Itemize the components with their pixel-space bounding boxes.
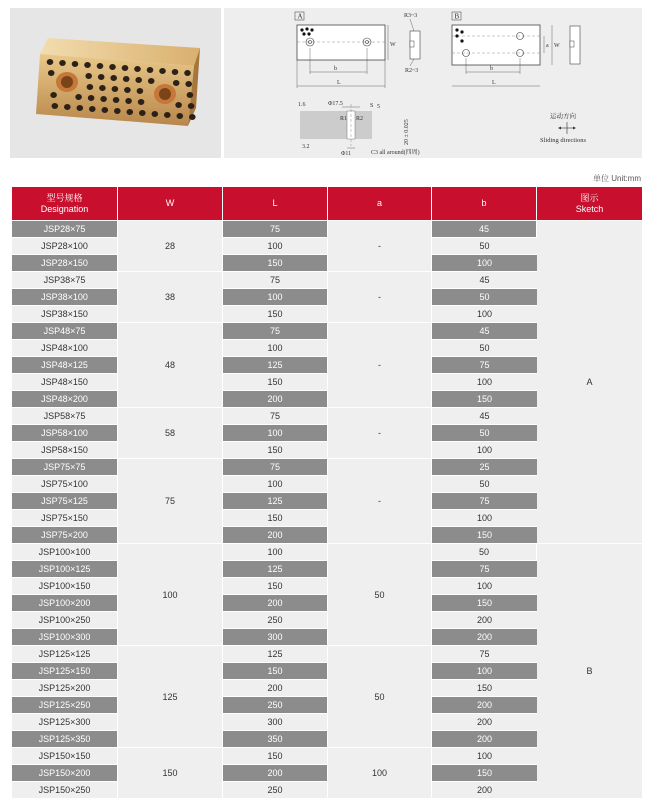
technical-drawing [224, 8, 642, 158]
graphite-plug [77, 105, 84, 111]
graphite-plug [134, 66, 141, 72]
cell-l: 200 [223, 390, 328, 407]
header-l: L [223, 187, 328, 220]
svg-text:S: S [370, 103, 374, 109]
graphite-plug [109, 64, 116, 70]
svg-text:L: L [492, 80, 496, 86]
graphite-plug [189, 114, 196, 120]
svg-text:20 ± 0.025: 20 ± 0.025 [404, 119, 410, 145]
cell-l: 150 [223, 373, 328, 390]
unit-note: 单位 Unit:mm [593, 174, 641, 183]
cell-l: 250 [223, 611, 328, 628]
cell-l: 250 [223, 696, 328, 713]
cell-l: 300 [223, 713, 328, 730]
cell-b: 45 [432, 220, 537, 237]
cell-b: 75 [432, 560, 537, 577]
graphite-plug [139, 110, 146, 116]
cell-designation: JSP28×75 [12, 220, 118, 237]
cell-designation: JSP125×200 [12, 679, 118, 696]
cell-b: 150 [432, 764, 537, 781]
table-row [12, 220, 642, 237]
cell-designation: JSP150×200 [12, 764, 118, 781]
cell-w: 38 [118, 271, 223, 322]
cell-l: 100 [223, 475, 328, 492]
cell-l: 150 [223, 577, 328, 594]
cell-b: 50 [432, 475, 537, 492]
cell-l: 200 [223, 594, 328, 611]
cell-designation: JSP58×75 [12, 407, 118, 424]
cell-w: 150 [118, 747, 223, 798]
cell-designation: JSP125×300 [12, 713, 118, 730]
cell-b: 50 [432, 339, 537, 356]
graphite-plug [127, 109, 134, 115]
cell-a: - [328, 458, 432, 543]
cell-a: 50 [328, 645, 432, 747]
cell-designation: JSP100×100 [12, 543, 118, 560]
cell-designation: JSP38×150 [12, 305, 118, 322]
table-header-row [12, 187, 642, 220]
cell-b: 200 [432, 611, 537, 628]
cell-b: 75 [432, 356, 537, 373]
svg-text:A: A [297, 12, 303, 21]
cell-designation: JSP150×150 [12, 747, 118, 764]
cell-l: 125 [223, 356, 328, 373]
cell-designation: JSP58×100 [12, 424, 118, 441]
graphite-plug [122, 65, 129, 71]
cell-b: 100 [432, 662, 537, 679]
cell-a: 50 [328, 543, 432, 645]
cell-l: 250 [223, 781, 328, 798]
product-photo [10, 8, 221, 158]
cell-b: 25 [432, 458, 537, 475]
cell-w: 100 [118, 543, 223, 645]
graphite-plug [188, 103, 195, 109]
cell-b: 45 [432, 407, 537, 424]
graphite-plug [50, 92, 57, 98]
cell-l: 75 [223, 220, 328, 237]
graphite-plug [135, 77, 142, 83]
graphite-plug [97, 63, 104, 69]
cell-designation: JSP100×250 [12, 611, 118, 628]
cell-l: 150 [223, 441, 328, 458]
cell-b: 45 [432, 271, 537, 288]
spec-table [12, 187, 642, 798]
svg-text:Sliding directions: Sliding directions [540, 137, 587, 144]
svg-text:b: b [490, 66, 493, 72]
graphite-plug [59, 60, 66, 66]
cell-w: 75 [118, 458, 223, 543]
svg-text:Φ17.5: Φ17.5 [328, 101, 343, 107]
graphite-plug [177, 113, 184, 119]
cell-b: 200 [432, 713, 537, 730]
graphite-plug [148, 78, 155, 84]
graphite-plug [88, 95, 95, 101]
graphite-plug [102, 107, 109, 113]
svg-text:L: L [337, 80, 341, 86]
graphite-plug [184, 70, 191, 76]
graphite-plug [147, 67, 154, 73]
cell-l: 200 [223, 764, 328, 781]
graphite-plug [152, 111, 159, 117]
cell-l: 150 [223, 662, 328, 679]
graphite-plug [99, 85, 106, 91]
cell-designation: JSP38×75 [12, 271, 118, 288]
graphite-plug [52, 103, 59, 109]
cell-l: 300 [223, 628, 328, 645]
cell-designation: JSP100×125 [12, 560, 118, 577]
cell-a: - [328, 322, 432, 407]
graphite-plug [164, 112, 171, 118]
cell-designation: JSP100×300 [12, 628, 118, 645]
svg-text:1.6: 1.6 [298, 102, 306, 108]
cell-l: 75 [223, 458, 328, 475]
graphite-plug [98, 74, 105, 80]
cell-designation: JSP75×75 [12, 458, 118, 475]
cell-designation: JSP48×200 [12, 390, 118, 407]
graphite-plug [125, 98, 132, 104]
graphite-plug [159, 68, 166, 74]
cell-b: 200 [432, 781, 537, 798]
cell-l: 150 [223, 509, 328, 526]
cell-designation: JSP48×125 [12, 356, 118, 373]
graphite-plug [175, 102, 182, 108]
cell-sketch-b: B [537, 543, 642, 798]
cell-l: 200 [223, 526, 328, 543]
cell-designation: JSP48×150 [12, 373, 118, 390]
graphite-plug [124, 87, 131, 93]
cell-w: 58 [118, 407, 223, 458]
cell-designation: JSP75×200 [12, 526, 118, 543]
cell-l: 350 [223, 730, 328, 747]
table-row [12, 543, 642, 560]
cell-b: 100 [432, 577, 537, 594]
graphite-plug [48, 70, 55, 76]
cell-designation: JSP58×150 [12, 441, 118, 458]
cell-b: 50 [432, 288, 537, 305]
cell-a: - [328, 407, 432, 458]
header-w: W [118, 187, 223, 220]
cell-b: 150 [432, 390, 537, 407]
cell-b: 200 [432, 696, 537, 713]
graphite-plug [84, 62, 91, 68]
graphite-plug [75, 94, 82, 100]
cell-designation: JSP75×100 [12, 475, 118, 492]
cell-b: 50 [432, 237, 537, 254]
svg-text:b: b [334, 66, 337, 72]
cell-designation: JSP48×100 [12, 339, 118, 356]
cell-a: - [328, 271, 432, 322]
graphite-plug [185, 81, 192, 87]
cell-l: 100 [223, 237, 328, 254]
cell-b: 100 [432, 373, 537, 390]
cell-a: - [328, 220, 432, 271]
cell-l: 150 [223, 747, 328, 764]
cell-designation: JSP125×150 [12, 662, 118, 679]
cell-l: 100 [223, 288, 328, 305]
graphite-plug [138, 99, 145, 105]
cell-b: 100 [432, 441, 537, 458]
cell-b: 50 [432, 424, 537, 441]
graphite-plug [100, 96, 107, 102]
graphite-plug [172, 69, 179, 75]
cell-b: 50 [432, 543, 537, 560]
svg-text:3.2: 3.2 [302, 144, 310, 150]
cell-designation: JSP38×100 [12, 288, 118, 305]
svg-text:Φ11: Φ11 [341, 151, 352, 157]
svg-text:W: W [554, 43, 560, 49]
cell-designation: JSP28×100 [12, 237, 118, 254]
graphite-plug [64, 104, 71, 110]
cell-b: 75 [432, 645, 537, 662]
cell-b: 150 [432, 594, 537, 611]
cell-b: 75 [432, 492, 537, 509]
cell-l: 200 [223, 679, 328, 696]
cell-l: 100 [223, 424, 328, 441]
cell-w: 28 [118, 220, 223, 271]
cell-sketch-a: A [537, 220, 642, 543]
cell-designation: JSP150×250 [12, 781, 118, 798]
cell-l: 150 [223, 305, 328, 322]
svg-text:W: W [390, 42, 396, 48]
graphite-plug [72, 61, 79, 67]
cell-b: 200 [432, 730, 537, 747]
svg-text:B: B [454, 12, 460, 21]
graphite-plug [137, 88, 144, 94]
graphite-plug [85, 73, 92, 79]
graphite-plug [89, 106, 96, 112]
cell-b: 100 [432, 747, 537, 764]
svg-text:C3 all around(四周): C3 all around(四周) [371, 150, 420, 156]
svg-text:运动方向: 运动方向 [550, 113, 576, 120]
cell-b: 100 [432, 305, 537, 322]
cell-w: 125 [118, 645, 223, 747]
cell-l: 125 [223, 645, 328, 662]
cell-l: 75 [223, 322, 328, 339]
graphite-plug [47, 59, 54, 65]
graphite-plug [173, 80, 180, 86]
graphite-plug [187, 92, 194, 98]
header-b: b [432, 187, 537, 220]
cell-b: 100 [432, 509, 537, 526]
cell-b: 45 [432, 322, 537, 339]
cell-l: 100 [223, 339, 328, 356]
svg-text:5: 5 [377, 104, 380, 110]
cell-designation: JSP125×125 [12, 645, 118, 662]
graphite-plug [114, 108, 121, 114]
cell-b: 100 [432, 254, 537, 271]
cell-designation: JSP28×150 [12, 254, 118, 271]
svg-text:R2~3: R2~3 [405, 68, 419, 74]
svg-text:R3~3: R3~3 [404, 13, 418, 19]
cell-l: 125 [223, 492, 328, 509]
cell-designation: JSP125×350 [12, 730, 118, 747]
cell-designation: JSP75×150 [12, 509, 118, 526]
cell-b: 200 [432, 628, 537, 645]
graphite-plug [123, 76, 130, 82]
cell-b: 150 [432, 526, 537, 543]
svg-text:a: a [546, 43, 549, 49]
cell-designation: JSP100×200 [12, 594, 118, 611]
cell-designation: JSP75×125 [12, 492, 118, 509]
cell-designation: JSP125×250 [12, 696, 118, 713]
cell-l: 150 [223, 254, 328, 271]
cell-w: 48 [118, 322, 223, 407]
cell-l: 100 [223, 543, 328, 560]
cell-designation: JSP48×75 [12, 322, 118, 339]
cell-l: 75 [223, 271, 328, 288]
header-a: a [328, 187, 432, 220]
graphite-plug [112, 86, 119, 92]
graphite-plug [87, 84, 94, 90]
graphite-plug [110, 75, 117, 81]
header-sketch: 图示 Sketch [537, 187, 642, 220]
svg-text:R1: R1 [340, 116, 348, 122]
graphite-plug [113, 97, 120, 103]
cell-a: 100 [328, 747, 432, 798]
cell-designation: JSP100×150 [12, 577, 118, 594]
header-designation: 型号规格 Designation [12, 187, 118, 220]
cell-l: 75 [223, 407, 328, 424]
cell-l: 125 [223, 560, 328, 577]
svg-text:R2: R2 [356, 116, 364, 122]
cell-b: 150 [432, 679, 537, 696]
